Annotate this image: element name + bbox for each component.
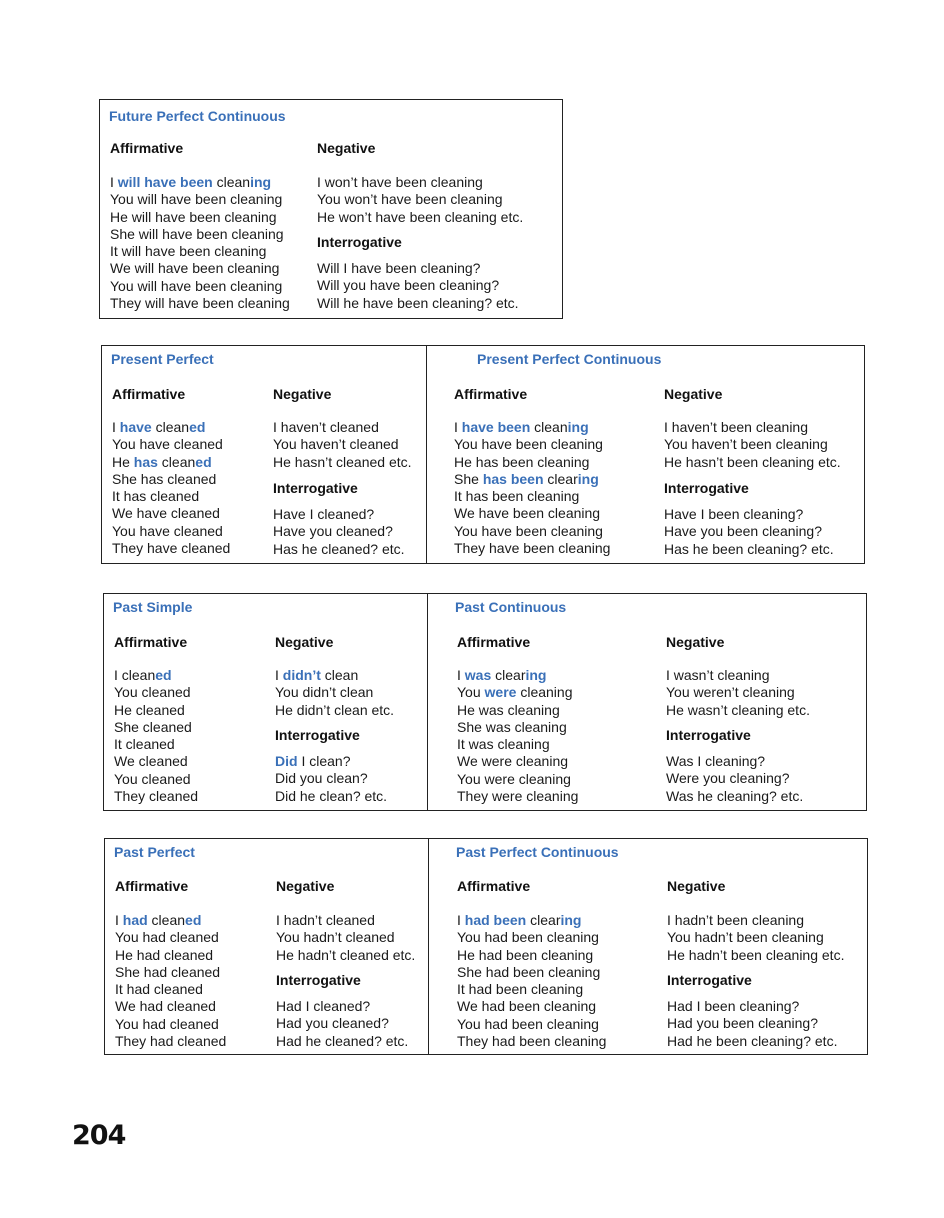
interrogative-heading: Interrogative [664, 480, 749, 496]
form-line: She cleaned [114, 718, 192, 735]
form-line: Did I clean? [275, 753, 351, 769]
form-line: You cleaned [114, 684, 191, 701]
present-perfect-tables [101, 345, 865, 564]
form-line: He cleaned [114, 701, 185, 718]
form-line: She has been clearing [454, 470, 599, 487]
affirmative-forms [114, 667, 198, 805]
form-line: You cleaned [114, 770, 191, 787]
form-line: He had been cleaning [457, 946, 594, 963]
form-line: You had been cleaning [457, 1015, 599, 1032]
form-line: Will you have been cleaning? [317, 277, 500, 294]
section-title: Past Continuous [455, 599, 567, 615]
negative-heading: Negative [666, 634, 725, 650]
form-line: It has been cleaning [454, 488, 580, 505]
form-line: Have you been cleaning? [664, 523, 823, 540]
form-line: You hadn’t cleaned [276, 929, 395, 946]
form-line: He hasn’t been cleaning etc. [664, 453, 841, 470]
column-divider [428, 839, 429, 1054]
interrogative-heading: Interrogative [667, 972, 752, 988]
form-line: You had cleaned [115, 1015, 219, 1032]
form-line: You were cleaning [457, 770, 571, 787]
form-line: It cleaned [114, 736, 175, 753]
form-line: I have cleaned [112, 419, 206, 435]
section-title: Past Simple [113, 599, 193, 615]
form-line: He had cleaned [115, 946, 214, 963]
past-simple-tables [103, 593, 867, 811]
form-line: I will have been cleaning [110, 174, 272, 190]
affirmative-forms [110, 174, 290, 312]
affirmative-heading: Affirmative [112, 386, 186, 402]
form-line: Had I cleaned? [276, 998, 371, 1014]
column-divider [426, 346, 427, 563]
form-line: I was clearing [457, 667, 547, 683]
form-line: We have cleaned [112, 505, 220, 522]
interrogative-heading: Interrogative [273, 480, 358, 496]
form-line: You were cleaning [457, 684, 573, 701]
interrogative-heading: Interrogative [276, 972, 361, 988]
future-perfect-continuous-table [99, 99, 563, 319]
form-line: You will have been cleaning [110, 277, 283, 294]
form-line: He has been cleaning [454, 453, 590, 470]
form-line: He wasn’t cleaning etc. [666, 701, 810, 718]
form-line: She had been cleaning [457, 963, 601, 980]
interrogative-forms [666, 753, 803, 805]
form-line: He hadn’t been cleaning etc. [667, 946, 845, 963]
form-line: You have been cleaning [454, 436, 603, 453]
form-line: You had been cleaning [457, 929, 599, 946]
form-line: We cleaned [114, 753, 188, 770]
form-line: You have cleaned [112, 436, 223, 453]
form-line: Had you been cleaning? [667, 1015, 819, 1032]
affirmative-forms [115, 912, 226, 1050]
negative-heading: Negative [276, 878, 335, 894]
past-perfect-tables [104, 838, 868, 1055]
form-line: I won’t have been cleaning [317, 174, 483, 190]
negative-forms [317, 174, 523, 226]
form-line: He won’t have been cleaning etc. [317, 208, 524, 225]
section-title: Past Perfect [114, 844, 195, 860]
affirmative-heading: Affirmative [457, 634, 531, 650]
affirmative-heading: Affirmative [115, 878, 189, 894]
form-line: I had cleaned [115, 912, 202, 928]
form-line: I haven’t been cleaning [664, 419, 808, 435]
affirmative-forms [454, 419, 610, 557]
form-line: Was I cleaning? [666, 753, 766, 769]
form-line: Did he clean? etc. [275, 787, 388, 804]
form-line: I cleaned [114, 667, 172, 683]
form-line: It had cleaned [115, 981, 203, 998]
form-line: Had he been cleaning? etc. [667, 1032, 838, 1049]
page-number: 204 [72, 1120, 126, 1151]
form-line: They had been cleaning [457, 1033, 607, 1050]
form-line: Has he been cleaning? etc. [664, 540, 834, 557]
form-line: I had been clearing [457, 912, 582, 928]
form-line: Had you cleaned? [276, 1015, 389, 1032]
form-line: They have cleaned [112, 540, 231, 557]
negative-forms [664, 419, 841, 471]
affirmative-heading: Affirmative [454, 386, 528, 402]
form-line: They were cleaning [457, 788, 579, 805]
form-line: We had been cleaning [457, 998, 597, 1015]
affirmative-heading: Affirmative [114, 634, 188, 650]
form-line: You will have been cleaning [110, 191, 283, 208]
form-line: Had he cleaned? etc. [276, 1032, 409, 1049]
affirmative-forms [457, 912, 606, 1050]
negative-heading: Negative [317, 140, 376, 156]
form-line: It will have been cleaning [110, 243, 267, 260]
negative-heading: Negative [273, 386, 332, 402]
negative-forms [666, 667, 810, 719]
form-line: She has cleaned [112, 470, 217, 487]
interrogative-heading: Interrogative [666, 727, 751, 743]
form-line: You haven’t been cleaning [664, 436, 828, 453]
form-line: I have been cleaning [454, 419, 589, 435]
form-line: We were cleaning [457, 753, 569, 770]
interrogative-heading: Interrogative [317, 234, 402, 250]
section-title: Present Perfect Continuous [477, 351, 662, 367]
form-line: They cleaned [114, 788, 199, 805]
form-line: I hadn’t cleaned [276, 912, 375, 928]
form-line: They had cleaned [115, 1033, 227, 1050]
section-title: Future Perfect Continuous [109, 108, 286, 124]
form-line: They will have been cleaning [110, 295, 290, 312]
form-line: Have I cleaned? [273, 506, 375, 522]
form-line: Did you clean? [275, 770, 368, 787]
negative-forms [273, 419, 412, 471]
column-divider [427, 594, 428, 810]
form-line: It was cleaning [457, 736, 550, 753]
negative-heading: Negative [667, 878, 726, 894]
negative-heading: Negative [664, 386, 723, 402]
form-line: I didn’t clean [275, 667, 359, 683]
form-line: She had cleaned [115, 963, 221, 980]
form-line: They have been cleaning [454, 540, 611, 557]
form-line: We will have been cleaning [110, 260, 280, 277]
form-line: He hadn’t cleaned etc. [276, 946, 416, 963]
section-title: Past Perfect Continuous [456, 844, 619, 860]
interrogative-forms [275, 753, 387, 805]
form-line: Was he cleaning? etc. [666, 787, 804, 804]
negative-forms [275, 667, 394, 719]
form-line: She was cleaning [457, 718, 567, 735]
form-line: Were you cleaning? [666, 770, 790, 787]
form-line: You have been cleaning [454, 522, 603, 539]
form-line: Will I have been cleaning? [317, 260, 481, 276]
form-line: He was cleaning [457, 701, 560, 718]
form-line: You didn’t clean [275, 684, 374, 701]
interrogative-forms [273, 506, 405, 558]
affirmative-heading: Affirmative [110, 140, 184, 156]
form-line: I haven’t cleaned [273, 419, 379, 435]
form-line: It has cleaned [112, 488, 200, 505]
form-line: You have cleaned [112, 522, 223, 539]
form-line: He will have been cleaning [110, 208, 277, 225]
interrogative-heading: Interrogative [275, 727, 360, 743]
negative-heading: Negative [275, 634, 334, 650]
form-line: You had cleaned [115, 929, 219, 946]
form-line: He hasn’t cleaned etc. [273, 453, 412, 470]
form-line: He didn’t clean etc. [275, 701, 395, 718]
form-line: You haven’t cleaned [273, 436, 399, 453]
form-line: Have you cleaned? [273, 523, 393, 540]
form-line: You weren’t cleaning [666, 684, 795, 701]
affirmative-heading: Affirmative [457, 878, 531, 894]
form-line: It had been cleaning [457, 981, 584, 998]
form-line: You hadn’t been cleaning [667, 929, 824, 946]
interrogative-forms [276, 998, 408, 1050]
form-line: I hadn’t been cleaning [667, 912, 804, 928]
section-title: Present Perfect [111, 351, 214, 367]
interrogative-forms [667, 998, 837, 1050]
form-line: We have been cleaning [454, 505, 601, 522]
form-line: Had I been cleaning? [667, 998, 800, 1014]
negative-forms [667, 912, 844, 964]
affirmative-forms [112, 419, 230, 557]
form-line: Have I been cleaning? [664, 506, 804, 522]
interrogative-forms [317, 260, 519, 312]
form-line: I wasn’t cleaning [666, 667, 770, 683]
affirmative-forms [457, 667, 578, 805]
form-line: Will he have been cleaning? etc. [317, 294, 519, 311]
form-line: You won’t have been cleaning [317, 191, 503, 208]
negative-forms [276, 912, 415, 964]
form-line: We had cleaned [115, 998, 216, 1015]
form-line: She will have been cleaning [110, 225, 284, 242]
form-line: He has cleaned [112, 453, 212, 470]
interrogative-forms [664, 506, 834, 558]
form-line: Has he cleaned? etc. [273, 540, 405, 557]
